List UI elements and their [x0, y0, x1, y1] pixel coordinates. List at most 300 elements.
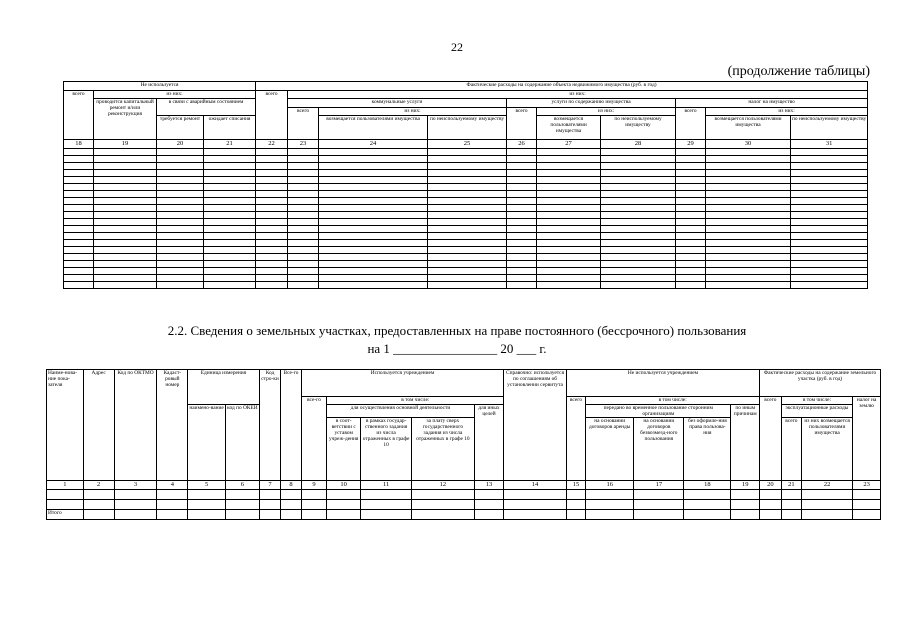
table-cell[interactable]: [507, 205, 537, 212]
table-cell[interactable]: [204, 261, 256, 268]
table-cell[interactable]: [256, 240, 288, 247]
table-cell[interactable]: [791, 156, 868, 163]
table-cell[interactable]: [204, 177, 256, 184]
table-cell[interactable]: [507, 177, 537, 184]
table-cell[interactable]: [706, 254, 791, 261]
table-cell[interactable]: [204, 226, 256, 233]
table-cell[interactable]: [64, 163, 94, 170]
table-cell[interactable]: [601, 149, 676, 156]
table-cell[interactable]: [507, 254, 537, 261]
table-cell[interactable]: [428, 219, 507, 226]
table-cell[interactable]: [428, 163, 507, 170]
table-cell[interactable]: [319, 170, 428, 177]
table-cell[interactable]: [537, 177, 601, 184]
table-cell[interactable]: [204, 254, 256, 261]
table-cell[interactable]: [507, 282, 537, 289]
table-cell[interactable]: [601, 156, 676, 163]
table-cell[interactable]: [204, 268, 256, 275]
table-cell[interactable]: [47, 500, 84, 510]
table-cell[interactable]: [288, 268, 319, 275]
table-cell[interactable]: [288, 198, 319, 205]
table-cell[interactable]: [64, 261, 94, 268]
table-cell[interactable]: [319, 247, 428, 254]
table-cell[interactable]: [428, 268, 507, 275]
table-cell[interactable]: [94, 268, 157, 275]
table-cell[interactable]: [83, 500, 114, 510]
table-cell[interactable]: [319, 254, 428, 261]
table-cell[interactable]: [94, 149, 157, 156]
table-cell[interactable]: [64, 184, 94, 191]
table-cell[interactable]: [64, 268, 94, 275]
table-cell[interactable]: [412, 490, 474, 500]
table-cell[interactable]: [428, 275, 507, 282]
table-cell[interactable]: [507, 184, 537, 191]
table-cell[interactable]: [706, 268, 791, 275]
table-cell[interactable]: [319, 163, 428, 170]
table-cell[interactable]: [428, 184, 507, 191]
table-cell[interactable]: [537, 205, 601, 212]
table-cell[interactable]: [256, 247, 288, 254]
table-cell[interactable]: [676, 261, 706, 268]
table-cell[interactable]: [256, 149, 288, 156]
table-cell[interactable]: [64, 233, 94, 240]
table-cell[interactable]: [361, 500, 412, 510]
table-cell[interactable]: [64, 191, 94, 198]
table-cell[interactable]: [288, 205, 319, 212]
table-cell[interactable]: [64, 212, 94, 219]
table-cell[interactable]: [601, 170, 676, 177]
table-cell[interactable]: [226, 490, 260, 500]
table-cell[interactable]: [94, 282, 157, 289]
table-cell[interactable]: [537, 198, 601, 205]
table-cell[interactable]: [428, 247, 507, 254]
table-cell[interactable]: [204, 184, 256, 191]
table-cell[interactable]: [204, 163, 256, 170]
table-cell[interactable]: [428, 149, 507, 156]
table-cell[interactable]: [706, 163, 791, 170]
table-cell[interactable]: [676, 163, 706, 170]
table-cell[interactable]: [781, 490, 801, 500]
table-cell[interactable]: [157, 191, 204, 198]
table-cell[interactable]: [288, 177, 319, 184]
table-cell[interactable]: [428, 282, 507, 289]
table-cell[interactable]: [319, 233, 428, 240]
table-cell[interactable]: [684, 500, 731, 510]
table-cell[interactable]: [601, 191, 676, 198]
table-cell[interactable]: [204, 198, 256, 205]
table-cell[interactable]: [204, 149, 256, 156]
table-cell[interactable]: [791, 191, 868, 198]
table-cell[interactable]: [157, 233, 204, 240]
table-cell[interactable]: [256, 198, 288, 205]
table-cell[interactable]: [256, 282, 288, 289]
table-cell[interactable]: [537, 282, 601, 289]
table-cell[interactable]: [288, 240, 319, 247]
table-cell[interactable]: [157, 254, 204, 261]
table-cell[interactable]: [301, 490, 327, 500]
table-cell[interactable]: [781, 500, 801, 510]
table-cell[interactable]: [507, 149, 537, 156]
table-cell[interactable]: [327, 500, 361, 510]
table-cell[interactable]: [319, 275, 428, 282]
table-cell[interactable]: [791, 205, 868, 212]
table-cell[interactable]: [601, 177, 676, 184]
table-cell[interactable]: [706, 191, 791, 198]
table-cell[interactable]: [259, 500, 280, 510]
table-cell[interactable]: [288, 163, 319, 170]
table-cell[interactable]: [204, 247, 256, 254]
table-cell[interactable]: [157, 219, 204, 226]
table-cell[interactable]: [157, 490, 188, 500]
table-cell[interactable]: [94, 205, 157, 212]
table-cell[interactable]: [706, 212, 791, 219]
table-cell[interactable]: [288, 149, 319, 156]
table-cell[interactable]: [83, 490, 114, 500]
table-cell[interactable]: [706, 247, 791, 254]
table-cell[interactable]: [256, 212, 288, 219]
table-cell[interactable]: [428, 170, 507, 177]
table-cell[interactable]: [157, 275, 204, 282]
table-cell[interactable]: [188, 490, 226, 500]
table-cell[interactable]: [507, 212, 537, 219]
table-cell[interactable]: [601, 268, 676, 275]
table-cell[interactable]: [94, 163, 157, 170]
table-cell[interactable]: [94, 156, 157, 163]
table-cell[interactable]: [760, 500, 781, 510]
table-cell[interactable]: [601, 198, 676, 205]
table-cell[interactable]: [288, 282, 319, 289]
table-cell[interactable]: [256, 233, 288, 240]
table-cell[interactable]: [537, 219, 601, 226]
table-cell[interactable]: [853, 490, 881, 500]
table-cell[interactable]: [537, 191, 601, 198]
table-cell[interactable]: [634, 490, 684, 500]
table-cell[interactable]: [791, 240, 868, 247]
table-cell[interactable]: [256, 170, 288, 177]
table-cell[interactable]: [601, 261, 676, 268]
table-cell[interactable]: [537, 261, 601, 268]
table-cell[interactable]: [791, 170, 868, 177]
table-cell[interactable]: [731, 490, 760, 500]
table-cell[interactable]: [791, 163, 868, 170]
table-cell[interactable]: [760, 490, 781, 500]
table-cell[interactable]: [676, 254, 706, 261]
table-cell[interactable]: [676, 219, 706, 226]
table-cell[interactable]: [586, 490, 634, 500]
table-cell[interactable]: [157, 156, 204, 163]
table-cell[interactable]: [676, 205, 706, 212]
table-cell[interactable]: [256, 275, 288, 282]
table-cell[interactable]: [319, 205, 428, 212]
table-cell[interactable]: [802, 490, 853, 500]
table-cell[interactable]: [94, 177, 157, 184]
table-cell[interactable]: [94, 212, 157, 219]
table-cell[interactable]: [288, 212, 319, 219]
table-cell[interactable]: [281, 500, 301, 510]
table-cell[interactable]: [157, 226, 204, 233]
table-cell[interactable]: [537, 254, 601, 261]
table-cell[interactable]: [566, 500, 585, 510]
table-cell[interactable]: [428, 156, 507, 163]
table-cell[interactable]: [428, 177, 507, 184]
table-cell[interactable]: [288, 156, 319, 163]
table-cell[interactable]: [676, 177, 706, 184]
table-cell[interactable]: [676, 247, 706, 254]
table-cell[interactable]: [601, 219, 676, 226]
table-cell[interactable]: [256, 205, 288, 212]
table-cell[interactable]: [706, 156, 791, 163]
table-cell[interactable]: [319, 191, 428, 198]
table-cell[interactable]: [64, 219, 94, 226]
table-cell[interactable]: [791, 198, 868, 205]
table-cell[interactable]: [504, 490, 566, 500]
table-cell[interactable]: [474, 490, 504, 500]
table-cell[interactable]: [204, 219, 256, 226]
table-cell[interactable]: [94, 254, 157, 261]
table-cell[interactable]: [204, 191, 256, 198]
table-cell[interactable]: [537, 156, 601, 163]
table-cell[interactable]: [114, 490, 157, 500]
table-cell[interactable]: [204, 170, 256, 177]
table-cell[interactable]: [507, 247, 537, 254]
table-cell[interactable]: [428, 254, 507, 261]
table-cell[interactable]: [288, 184, 319, 191]
table-cell[interactable]: [204, 240, 256, 247]
table-cell[interactable]: [802, 500, 853, 510]
table-cell[interactable]: [537, 247, 601, 254]
table-cell[interactable]: [428, 240, 507, 247]
table-cell[interactable]: [64, 198, 94, 205]
table-cell[interactable]: [288, 261, 319, 268]
table-cell[interactable]: [64, 254, 94, 261]
table-cell[interactable]: [601, 282, 676, 289]
table-cell[interactable]: [288, 170, 319, 177]
table-cell[interactable]: [94, 275, 157, 282]
table-cell[interactable]: [676, 226, 706, 233]
table-cell[interactable]: [474, 500, 504, 510]
table-cell[interactable]: [537, 149, 601, 156]
table-cell[interactable]: [94, 261, 157, 268]
table-cell[interactable]: [157, 149, 204, 156]
table-cell[interactable]: [676, 233, 706, 240]
table-cell[interactable]: [706, 282, 791, 289]
table-cell[interactable]: [706, 219, 791, 226]
table-cell[interactable]: [706, 184, 791, 191]
table-cell[interactable]: [791, 261, 868, 268]
table-cell[interactable]: [256, 163, 288, 170]
table-cell[interactable]: [428, 198, 507, 205]
table-cell[interactable]: [288, 275, 319, 282]
table-cell[interactable]: [319, 177, 428, 184]
table-cell[interactable]: [428, 212, 507, 219]
table-cell[interactable]: [706, 240, 791, 247]
table-cell[interactable]: [157, 212, 204, 219]
table-cell[interactable]: [319, 184, 428, 191]
table-cell[interactable]: [94, 226, 157, 233]
table-cell[interactable]: [428, 261, 507, 268]
table-cell[interactable]: [537, 184, 601, 191]
table-cell[interactable]: [64, 170, 94, 177]
table-cell[interactable]: [226, 500, 260, 510]
table-cell[interactable]: [676, 240, 706, 247]
table-cell[interactable]: [319, 226, 428, 233]
table-cell[interactable]: [256, 184, 288, 191]
table-cell[interactable]: [64, 240, 94, 247]
table-cell[interactable]: [706, 226, 791, 233]
table-cell[interactable]: [64, 149, 94, 156]
table-cell[interactable]: [684, 490, 731, 500]
table-cell[interactable]: [94, 170, 157, 177]
table-cell[interactable]: [791, 254, 868, 261]
table-cell[interactable]: [706, 149, 791, 156]
table-cell[interactable]: [256, 226, 288, 233]
table-cell[interactable]: [676, 156, 706, 163]
table-cell[interactable]: [204, 282, 256, 289]
table-cell[interactable]: [94, 240, 157, 247]
table-cell[interactable]: [94, 233, 157, 240]
table-cell[interactable]: [204, 233, 256, 240]
table-cell[interactable]: [319, 261, 428, 268]
table-cell[interactable]: [428, 191, 507, 198]
table-cell[interactable]: [256, 219, 288, 226]
table-cell[interactable]: [507, 170, 537, 177]
table-cell[interactable]: [94, 184, 157, 191]
table-cell[interactable]: [791, 184, 868, 191]
table-cell[interactable]: [601, 163, 676, 170]
table-cell[interactable]: [601, 226, 676, 233]
table-cell[interactable]: [676, 149, 706, 156]
table-cell[interactable]: [537, 212, 601, 219]
table-cell[interactable]: [601, 212, 676, 219]
table-cell[interactable]: [601, 233, 676, 240]
table-cell[interactable]: [259, 490, 280, 500]
table-cell[interactable]: [157, 198, 204, 205]
table-cell[interactable]: [706, 233, 791, 240]
table-cell[interactable]: [706, 261, 791, 268]
table-cell[interactable]: [94, 198, 157, 205]
table-cell[interactable]: [537, 170, 601, 177]
table-cell[interactable]: [601, 275, 676, 282]
table-cell[interactable]: [676, 198, 706, 205]
table-cell[interactable]: [791, 275, 868, 282]
table-cell[interactable]: [204, 205, 256, 212]
table-cell[interactable]: [601, 184, 676, 191]
table-cell[interactable]: [256, 191, 288, 198]
table-cell[interactable]: [601, 205, 676, 212]
table-cell[interactable]: [281, 490, 301, 500]
table-cell[interactable]: [157, 177, 204, 184]
table-cell[interactable]: [566, 490, 585, 500]
table-cell[interactable]: [706, 177, 791, 184]
table-cell[interactable]: [204, 275, 256, 282]
table-cell[interactable]: [731, 500, 760, 510]
table-cell[interactable]: [706, 170, 791, 177]
table-cell[interactable]: [157, 184, 204, 191]
table-cell[interactable]: [204, 156, 256, 163]
table-cell[interactable]: [791, 226, 868, 233]
table-cell[interactable]: [288, 226, 319, 233]
table-cell[interactable]: [361, 490, 412, 500]
table-cell[interactable]: [256, 261, 288, 268]
table-cell[interactable]: [537, 163, 601, 170]
table-cell[interactable]: [507, 240, 537, 247]
table-cell[interactable]: [791, 177, 868, 184]
table-cell[interactable]: [64, 282, 94, 289]
table-cell[interactable]: [676, 191, 706, 198]
table-cell[interactable]: [507, 226, 537, 233]
table-cell[interactable]: [64, 247, 94, 254]
table-cell[interactable]: [853, 500, 881, 510]
table-cell[interactable]: [428, 233, 507, 240]
table-cell[interactable]: [301, 500, 327, 510]
table-cell[interactable]: [791, 268, 868, 275]
table-cell[interactable]: [504, 500, 566, 510]
table-cell[interactable]: [157, 500, 188, 510]
table-cell[interactable]: [157, 282, 204, 289]
table-cell[interactable]: [791, 233, 868, 240]
table-cell[interactable]: [676, 212, 706, 219]
table-cell[interactable]: [319, 198, 428, 205]
table-cell[interactable]: [601, 254, 676, 261]
table-cell[interactable]: [157, 205, 204, 212]
table-cell[interactable]: [188, 500, 226, 510]
table-cell[interactable]: [634, 500, 684, 510]
table-cell[interactable]: [64, 275, 94, 282]
table-cell[interactable]: [157, 268, 204, 275]
table-cell[interactable]: [288, 191, 319, 198]
table-cell[interactable]: [507, 191, 537, 198]
table-cell[interactable]: [204, 212, 256, 219]
table-cell[interactable]: [319, 156, 428, 163]
table-cell[interactable]: [64, 226, 94, 233]
table-cell[interactable]: [586, 500, 634, 510]
table-cell[interactable]: [157, 240, 204, 247]
table-cell[interactable]: [94, 219, 157, 226]
table-cell[interactable]: [288, 247, 319, 254]
table-cell[interactable]: [507, 261, 537, 268]
table-cell[interactable]: [412, 500, 474, 510]
table-cell[interactable]: [157, 261, 204, 268]
table-cell[interactable]: [288, 233, 319, 240]
table-cell[interactable]: [601, 247, 676, 254]
table-cell[interactable]: [64, 205, 94, 212]
table-cell[interactable]: [507, 233, 537, 240]
table-cell[interactable]: [507, 156, 537, 163]
table-cell[interactable]: [157, 170, 204, 177]
table-cell[interactable]: [676, 184, 706, 191]
table-cell[interactable]: [256, 268, 288, 275]
table-cell[interactable]: [319, 212, 428, 219]
table-cell[interactable]: [319, 149, 428, 156]
table-cell[interactable]: [676, 268, 706, 275]
table-cell[interactable]: [791, 282, 868, 289]
table-cell[interactable]: [791, 219, 868, 226]
table-cell[interactable]: [706, 275, 791, 282]
table-cell[interactable]: [537, 240, 601, 247]
table-cell[interactable]: [507, 163, 537, 170]
table-cell[interactable]: [676, 170, 706, 177]
table-cell[interactable]: [47, 490, 84, 500]
table-cell[interactable]: [64, 156, 94, 163]
table-cell[interactable]: [507, 198, 537, 205]
table-cell[interactable]: [676, 275, 706, 282]
table-cell[interactable]: [537, 268, 601, 275]
table-cell[interactable]: [507, 275, 537, 282]
table-cell[interactable]: [256, 254, 288, 261]
table-cell[interactable]: [706, 205, 791, 212]
table-cell[interactable]: [288, 254, 319, 261]
table-cell[interactable]: [319, 219, 428, 226]
